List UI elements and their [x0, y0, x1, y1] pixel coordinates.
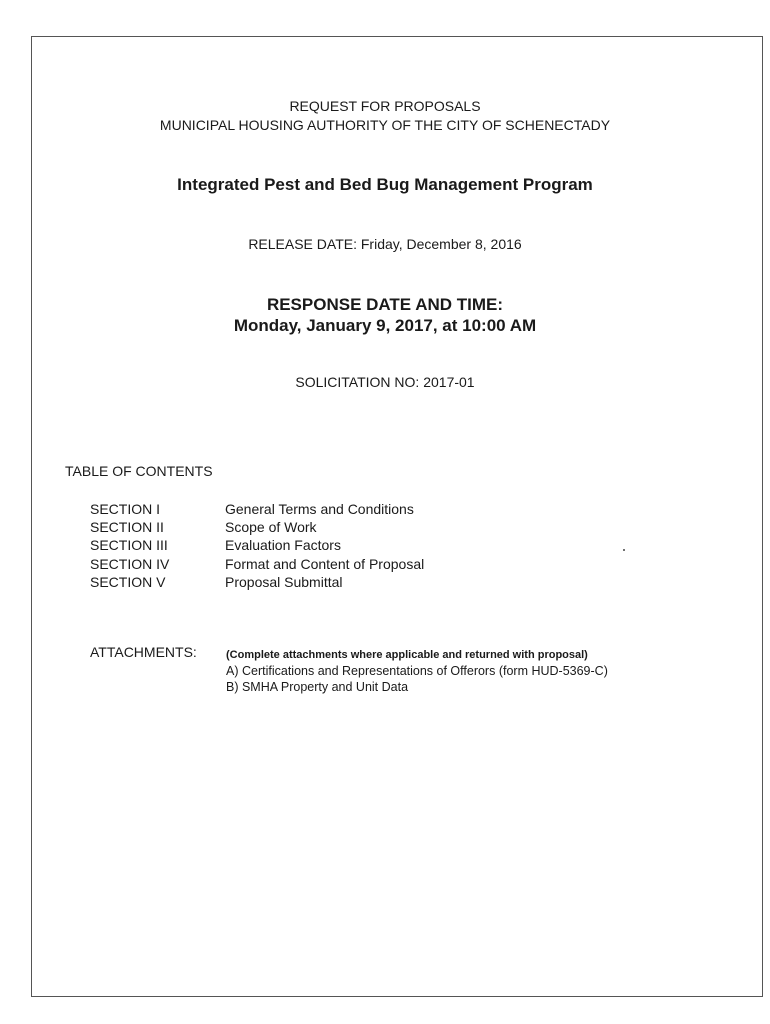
attachments-label: ATTACHMENTS:: [90, 644, 197, 660]
solicitation-number: SOLICITATION NO: 2017-01: [295, 374, 475, 390]
program-title: Integrated Pest and Bed Bug Management Program: [177, 175, 593, 194]
toc-section-number: SECTION IV: [90, 555, 170, 572]
toc-row: [90, 555, 424, 573]
toc-section-number: SECTION I: [90, 501, 161, 517]
attachments-block: [226, 647, 608, 695]
scan-speck: [623, 549, 625, 551]
toc-section-name: Format and Content of Proposal: [225, 555, 425, 572]
attachment-item: B) SMHA Property and Unit Data: [226, 680, 409, 694]
toc-section-name: Scope of Work: [225, 519, 317, 536]
toc-section-number: SECTION II: [90, 519, 164, 536]
toc-section-name: Proposal Submittal: [225, 573, 343, 590]
release-date: RELEASE DATE: Friday, December 8, 2016: [248, 236, 522, 252]
toc-list: [90, 500, 424, 591]
toc-row: [90, 573, 424, 591]
toc-section-name: General Terms and Conditions: [225, 501, 414, 517]
toc-row: [90, 518, 424, 536]
toc-row: [90, 500, 424, 518]
rfp-heading: REQUEST FOR PROPOSALS: [289, 98, 481, 114]
toc-section-name: Evaluation Factors: [225, 537, 341, 554]
toc-title: TABLE OF CONTENTS: [65, 463, 213, 479]
response-date-value: Monday, January 9, 2017, at 10:00 AM: [233, 316, 537, 335]
toc-row: [90, 536, 424, 554]
toc-section-number: SECTION V: [90, 573, 166, 590]
authority-name: MUNICIPAL HOUSING AUTHORITY OF THE CITY OF SCHENECTADY: [159, 117, 611, 133]
response-date-label: RESPONSE DATE AND TIME:: [266, 295, 504, 314]
attachment-item: A) Certifications and Representations of Offerors (form HUD-5369-C): [226, 664, 608, 678]
attachments-note: (Complete attachments where applicable and returned with proposal): [226, 649, 588, 661]
toc-section-number: SECTION III: [90, 537, 168, 554]
